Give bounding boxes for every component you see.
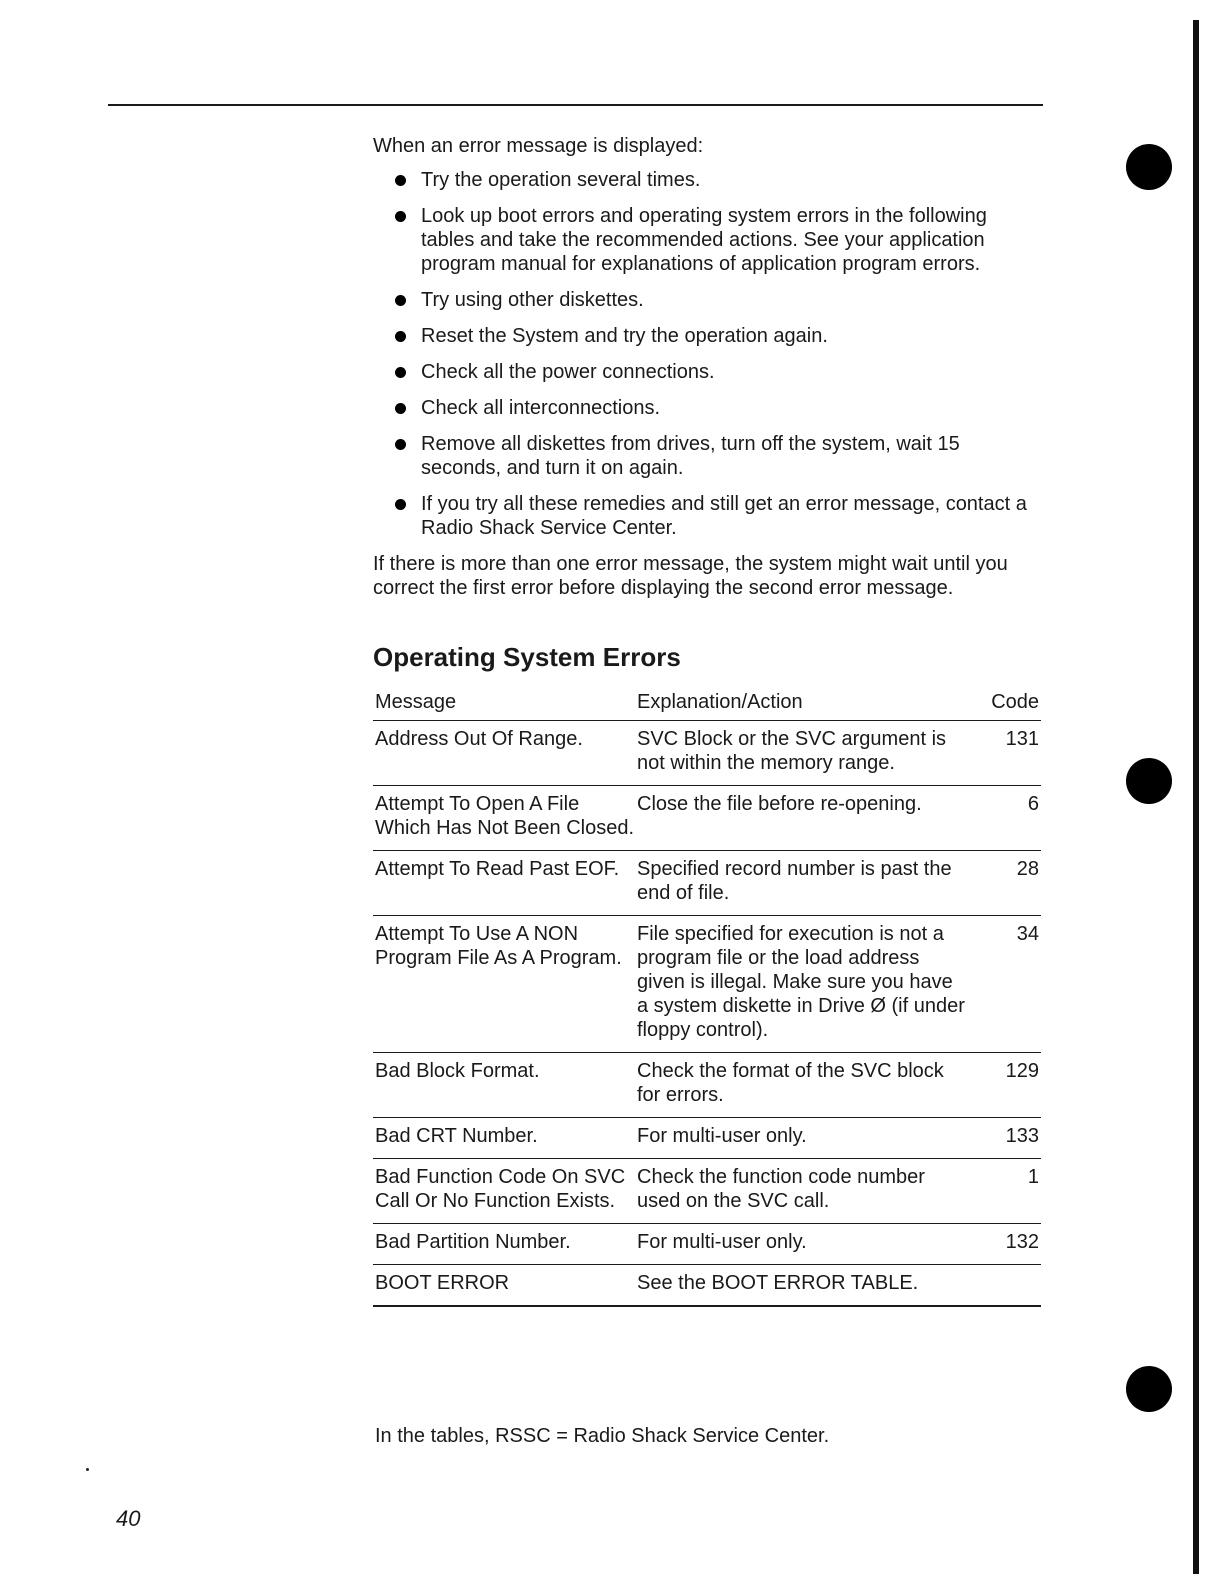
punch-hole-bottom — [1126, 1366, 1172, 1412]
cell-message: Bad CRT Number. — [375, 1125, 538, 1147]
table-row — [373, 1224, 1041, 1265]
cell-code: 28 — [1016, 858, 1039, 880]
cell-explanation: Check the function code number used on the SVC call. — [637, 1166, 925, 1212]
header-code: Code — [991, 691, 1039, 713]
table-row — [373, 1159, 1041, 1224]
punch-hole-middle — [1126, 758, 1172, 804]
table-row — [373, 721, 1041, 786]
bullet-icon — [395, 175, 406, 186]
cell-message: Address Out Of Range. — [375, 728, 583, 750]
table-row — [373, 1265, 1041, 1307]
section-title: Operating System Errors — [373, 642, 681, 672]
table-row — [373, 1053, 1041, 1118]
bullet-icon — [395, 499, 406, 510]
list-item: Try the operation several times. — [373, 168, 1043, 192]
cell-code: 131 — [1005, 728, 1039, 750]
table-row — [373, 1118, 1041, 1159]
page-number: 40 — [116, 1506, 141, 1531]
cell-code — [967, 1271, 1039, 1295]
cell-message: BOOT ERROR — [375, 1272, 510, 1294]
list-item: If you try all these remedies and still get an error message, contact a Radio Shack Service Center. — [373, 492, 1043, 540]
footnote: In the tables, RSSC = Radio Shack Service Center. — [375, 1425, 830, 1447]
cell-explanation: See the BOOT ERROR TABLE. — [637, 1272, 919, 1294]
cell-message: Attempt To Open A File Which Has Not Been Closed. — [375, 793, 635, 839]
page-edge — [1193, 20, 1199, 1574]
bullet-icon — [395, 403, 406, 414]
cell-explanation: File specified for execution is not a program file or the load address given is illegal. Make sure you have a system diskette in Drive Ø (if under floppy control). — [637, 923, 965, 1041]
remedy-list — [373, 168, 1043, 540]
cell-code: 6 — [1027, 793, 1039, 815]
cell-code: 129 — [1005, 1060, 1039, 1082]
list-item: Reset the System and try the operation again. — [373, 324, 1043, 348]
intro-text: When an error message is displayed: — [373, 135, 704, 157]
table-row — [373, 916, 1041, 1053]
speck — [86, 1468, 89, 1471]
cell-message: Bad Function Code On SVC Call Or No Function Exists. — [375, 1166, 626, 1212]
errors-table — [373, 690, 1041, 1307]
cell-explanation: Check the format of the SVC block for errors. — [637, 1060, 944, 1106]
bullet-icon — [395, 211, 406, 222]
table-row — [373, 786, 1041, 851]
cell-code: 1 — [1027, 1166, 1039, 1188]
cell-explanation: Close the file before re-opening. — [637, 793, 922, 815]
main-content — [373, 134, 1043, 1307]
cell-explanation: For multi-user only. — [637, 1125, 807, 1147]
header-explanation: Explanation/Action — [637, 691, 803, 713]
cell-message: Bad Block Format. — [375, 1060, 540, 1082]
top-rule — [108, 104, 1043, 106]
cell-code: 132 — [1005, 1231, 1039, 1253]
cell-explanation: For multi-user only. — [637, 1231, 807, 1253]
cell-explanation: Specified record number is past the end of file. — [637, 858, 952, 904]
bullet-icon — [395, 367, 406, 378]
table-header — [373, 690, 1041, 721]
punch-hole-top — [1126, 144, 1172, 190]
cell-message: Attempt To Use A NON Program File As A Program. — [375, 923, 622, 969]
cell-message: Bad Partition Number. — [375, 1231, 571, 1253]
multiple-errors-paragraph: If there is more than one error message, the system might wait until you correct the first error before displaying the second error message. — [373, 553, 1008, 599]
bullet-icon — [395, 331, 406, 342]
table-row — [373, 851, 1041, 916]
cell-message: Attempt To Read Past EOF. — [375, 858, 620, 880]
header-message: Message — [375, 691, 457, 713]
cell-explanation: SVC Block or the SVC argument is not within the memory range. — [637, 728, 947, 774]
list-item: Look up boot errors and operating system errors in the following tables and take the recommended actions. See your application program manual for explanations of application program errors. — [373, 204, 1043, 276]
bullet-icon — [395, 295, 406, 306]
list-item: Check all interconnections. — [373, 396, 1043, 420]
list-item: Remove all diskettes from drives, turn off the system, wait 15 seconds, and turn it on again. — [373, 432, 1043, 480]
bullet-icon — [395, 439, 406, 450]
cell-code: 133 — [1005, 1125, 1039, 1147]
list-item: Try using other diskettes. — [373, 288, 1043, 312]
cell-code: 34 — [1016, 923, 1039, 945]
list-item: Check all the power connections. — [373, 360, 1043, 384]
